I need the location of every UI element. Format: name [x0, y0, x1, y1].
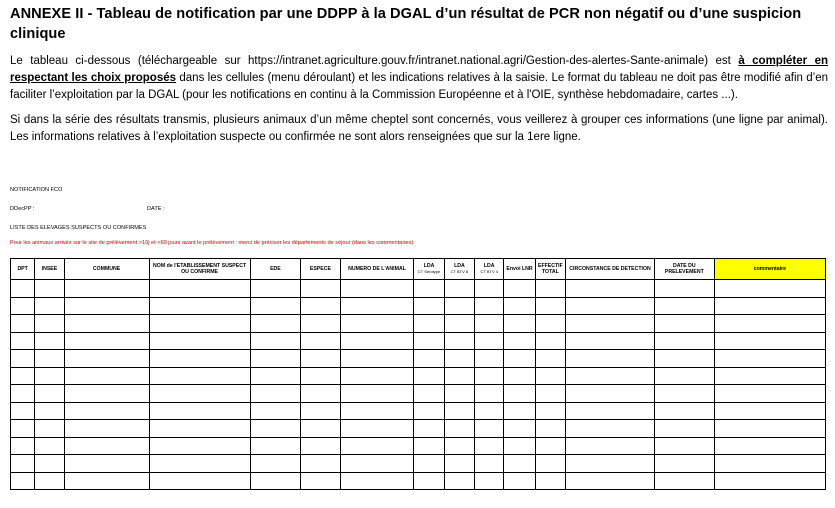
table-cell[interactable] [340, 350, 414, 368]
table-cell[interactable] [250, 385, 301, 403]
table-cell[interactable] [714, 332, 825, 350]
table-cell[interactable] [504, 297, 535, 315]
col-lda-btv8-sub: CT BTV 8 [450, 269, 469, 274]
table-cell[interactable] [64, 385, 149, 403]
table-cell[interactable] [475, 402, 504, 420]
table-cell[interactable] [64, 315, 149, 333]
table-cell[interactable] [250, 280, 301, 298]
table-cell[interactable] [566, 437, 655, 455]
table-cell[interactable] [35, 315, 64, 333]
table-cell[interactable] [35, 280, 64, 298]
table-cell[interactable] [64, 350, 149, 368]
table-cell[interactable] [444, 367, 474, 385]
table-cell[interactable] [655, 315, 715, 333]
table-cell[interactable] [535, 350, 565, 368]
table-cell[interactable] [714, 350, 825, 368]
table-cell[interactable] [11, 472, 35, 490]
table-cell[interactable] [149, 297, 250, 315]
table-cell[interactable] [35, 472, 64, 490]
table-cell[interactable] [250, 437, 301, 455]
table-cell[interactable] [714, 315, 825, 333]
col-lda-btv8-label: LDA [454, 263, 465, 269]
table-cell[interactable] [64, 437, 149, 455]
table-cell[interactable] [64, 402, 149, 420]
col-effectif-total: EFFECTIF TOTAL [535, 259, 565, 280]
table-cell[interactable] [535, 402, 565, 420]
table-cell[interactable] [250, 367, 301, 385]
table-cell[interactable] [475, 367, 504, 385]
table-row [11, 472, 826, 490]
table-cell[interactable] [535, 472, 565, 490]
table-cell[interactable] [504, 315, 535, 333]
table-cell[interactable] [444, 402, 474, 420]
table-cell[interactable] [535, 367, 565, 385]
col-lda-btv8 [444, 259, 474, 280]
table-cell[interactable] [655, 455, 715, 473]
table-cell[interactable] [11, 297, 35, 315]
table-cell[interactable] [655, 402, 715, 420]
table-cell[interactable] [475, 332, 504, 350]
table-cell[interactable] [655, 297, 715, 315]
table-cell[interactable] [149, 350, 250, 368]
table-cell[interactable] [566, 472, 655, 490]
table-cell[interactable] [566, 280, 655, 298]
table-cell[interactable] [301, 367, 340, 385]
table-cell[interactable] [444, 437, 474, 455]
table-cell[interactable] [414, 455, 444, 473]
table-cell[interactable] [414, 437, 444, 455]
table-cell[interactable] [149, 420, 250, 438]
notification-table [10, 258, 826, 490]
table-cell[interactable] [250, 297, 301, 315]
table-cell[interactable] [655, 420, 715, 438]
table-cell[interactable] [504, 472, 535, 490]
table-row [11, 420, 826, 438]
table-cell[interactable] [475, 350, 504, 368]
table-cell[interactable] [535, 297, 565, 315]
table-cell[interactable] [64, 420, 149, 438]
table-cell[interactable] [35, 402, 64, 420]
table-cell[interactable] [301, 455, 340, 473]
table-cell[interactable] [714, 367, 825, 385]
intro-text-start: Le tableau ci-dessous (téléchargeable sur https://intranet.agriculture.gouv.fr/intranet.national.agri/Gestion-des-alertes-Sante-animale) est [10, 55, 739, 67]
table-cell[interactable] [444, 472, 474, 490]
col-ede: EDE [250, 259, 301, 280]
table-cell[interactable] [444, 350, 474, 368]
col-lda-serotype-sub: CT Sérotype [417, 269, 441, 274]
col-dpt: DPT [11, 259, 35, 280]
table-cell[interactable] [64, 455, 149, 473]
ddecpp-label: DDecPP : [10, 206, 35, 212]
table-cell[interactable] [414, 297, 444, 315]
table-cell[interactable] [64, 280, 149, 298]
table-cell[interactable] [414, 280, 444, 298]
table-cell[interactable] [35, 385, 64, 403]
table-cell[interactable] [566, 297, 655, 315]
document-title: ANNEXE II - Tableau de notification par une DDPP à la DGAL d’un résultat de PCR non négatif ou d’une suspicion clinique [10, 6, 802, 42]
table-body [11, 280, 826, 490]
table-cell[interactable] [11, 350, 35, 368]
table-cell[interactable] [340, 402, 414, 420]
table-cell[interactable] [340, 297, 414, 315]
table-cell[interactable] [250, 350, 301, 368]
table-cell[interactable] [504, 402, 535, 420]
table-row [11, 402, 826, 420]
table-cell[interactable] [566, 455, 655, 473]
table-cell[interactable] [714, 472, 825, 490]
table-cell[interactable] [11, 437, 35, 455]
table-cell[interactable] [535, 437, 565, 455]
table-cell[interactable] [444, 297, 474, 315]
table-cell[interactable] [149, 385, 250, 403]
table-cell[interactable] [35, 455, 64, 473]
table-cell[interactable] [149, 472, 250, 490]
table-cell[interactable] [250, 402, 301, 420]
table-cell[interactable] [301, 297, 340, 315]
table-row [11, 385, 826, 403]
document-page [10, 0, 829, 275]
table-cell[interactable] [566, 367, 655, 385]
table-cell[interactable] [504, 455, 535, 473]
notification-label: NOTIFICATION FCO [10, 187, 63, 193]
table-cell[interactable] [504, 420, 535, 438]
table-cell[interactable] [35, 332, 64, 350]
intro-text-end: dans les cellules (menu déroulant) et les indications relatives à la saisie. Le format du tableau ne doit pas être modifié afin d’en faciliter l’exploitation par la DGAL (pour les notifications en continu à la Commission Européenne et à l'OIE, synthèse hebdomadaire, cartes ...). [10, 72, 828, 101]
table-cell[interactable] [475, 420, 504, 438]
table-cell[interactable] [35, 367, 64, 385]
table-row [11, 455, 826, 473]
table-cell[interactable] [64, 297, 149, 315]
table-cell[interactable] [11, 455, 35, 473]
table-cell[interactable] [566, 402, 655, 420]
table-cell[interactable] [250, 420, 301, 438]
table-cell[interactable] [655, 332, 715, 350]
col-numero-animal: NUMERO DE L'ANIMAL [340, 259, 414, 280]
col-commentaire: commentaire [714, 259, 825, 280]
table-cell[interactable] [444, 280, 474, 298]
table-cell[interactable] [475, 437, 504, 455]
table-cell[interactable] [535, 315, 565, 333]
table-cell[interactable] [535, 280, 565, 298]
table-cell[interactable] [250, 315, 301, 333]
table-cell[interactable] [714, 385, 825, 403]
table-cell[interactable] [475, 297, 504, 315]
col-date-prelevement: DATE DU PRELEVEMENT [655, 259, 715, 280]
table-cell[interactable] [64, 367, 149, 385]
table-row [11, 315, 826, 333]
table-cell[interactable] [340, 332, 414, 350]
col-commune: COMMUNE [64, 259, 149, 280]
table-cell[interactable] [714, 455, 825, 473]
table-cell[interactable] [566, 332, 655, 350]
table-cell[interactable] [655, 472, 715, 490]
table-cell[interactable] [566, 315, 655, 333]
list-title: LISTE DES ELEVAGES SUSPECTS OU CONFIRMES [10, 225, 147, 231]
table-cell[interactable] [301, 472, 340, 490]
table-cell[interactable] [714, 402, 825, 420]
table-cell[interactable] [655, 350, 715, 368]
table-cell[interactable] [535, 332, 565, 350]
table-cell[interactable] [11, 367, 35, 385]
table-cell[interactable] [655, 280, 715, 298]
table-cell[interactable] [11, 420, 35, 438]
col-etablissement: NOM de l'ETABLISSEMENT SUSPECT OU CONFIRME [149, 259, 250, 280]
table-cell[interactable] [414, 472, 444, 490]
table-cell[interactable] [11, 385, 35, 403]
table-cell[interactable] [475, 315, 504, 333]
table-cell[interactable] [504, 332, 535, 350]
table-cell[interactable] [35, 437, 64, 455]
table-cell[interactable] [444, 420, 474, 438]
table-cell[interactable] [149, 332, 250, 350]
table-cell[interactable] [340, 315, 414, 333]
table-cell[interactable] [149, 402, 250, 420]
table-cell[interactable] [504, 367, 535, 385]
note-red: Pour les animaux arrivés sur le site de prélèvement >10j et <60 jours avant le prélèvement : merci de préciser les départements de séjour (dans les commentaires) [10, 240, 414, 246]
table-cell[interactable] [714, 437, 825, 455]
table-cell[interactable] [340, 280, 414, 298]
table-cell[interactable] [414, 315, 444, 333]
table-cell[interactable] [301, 315, 340, 333]
table-cell[interactable] [149, 437, 250, 455]
table-cell[interactable] [149, 455, 250, 473]
table-cell[interactable] [535, 420, 565, 438]
table-cell[interactable] [340, 420, 414, 438]
table-cell[interactable] [414, 350, 444, 368]
table-cell[interactable] [250, 332, 301, 350]
table-cell[interactable] [301, 402, 340, 420]
table-cell[interactable] [301, 385, 340, 403]
col-lda-btv4 [475, 259, 504, 280]
table-cell[interactable] [414, 367, 444, 385]
table-cell[interactable] [414, 385, 444, 403]
table-cell[interactable] [535, 385, 565, 403]
table-cell[interactable] [340, 385, 414, 403]
table-cell[interactable] [444, 332, 474, 350]
table-cell[interactable] [504, 385, 535, 403]
table-cell[interactable] [414, 402, 444, 420]
table-cell[interactable] [149, 315, 250, 333]
col-lda-btv4-sub: CT BTV 4 [480, 269, 498, 274]
table-row [11, 332, 826, 350]
table-cell[interactable] [301, 437, 340, 455]
table-cell[interactable] [149, 280, 250, 298]
col-espece: ESPECE [301, 259, 340, 280]
table-cell[interactable] [444, 455, 474, 473]
col-insee: INSEE [35, 259, 64, 280]
table-cell[interactable] [340, 437, 414, 455]
intro-emphasis: à compléter en respectant les choix proposés [10, 55, 829, 84]
table-cell[interactable] [340, 367, 414, 385]
table-cell[interactable] [35, 297, 64, 315]
col-lda-serotype-label: LDA [423, 263, 435, 269]
table-cell[interactable] [149, 367, 250, 385]
table-cell[interactable] [250, 472, 301, 490]
table-cell[interactable] [444, 385, 474, 403]
table-cell[interactable] [655, 385, 715, 403]
table-cell[interactable] [504, 280, 535, 298]
table-cell[interactable] [566, 385, 655, 403]
table-cell[interactable] [714, 420, 825, 438]
table-cell[interactable] [655, 367, 715, 385]
table-cell[interactable] [301, 280, 340, 298]
table-cell[interactable] [566, 420, 655, 438]
table-header-row [11, 259, 826, 280]
col-envoi-lnr: Envoi LNR [504, 259, 535, 280]
table-cell[interactable] [35, 350, 64, 368]
table-cell[interactable] [301, 332, 340, 350]
table-row [11, 297, 826, 315]
table-cell[interactable] [535, 455, 565, 473]
table-cell[interactable] [475, 472, 504, 490]
table-cell[interactable] [475, 385, 504, 403]
date-label: DATE : [147, 206, 165, 212]
table-row [11, 437, 826, 455]
table-cell[interactable] [504, 350, 535, 368]
table-cell[interactable] [414, 332, 444, 350]
table-cell[interactable] [475, 280, 504, 298]
table-cell[interactable] [566, 350, 655, 368]
table-cell[interactable] [714, 297, 825, 315]
table-cell[interactable] [11, 332, 35, 350]
table-cell[interactable] [301, 420, 340, 438]
col-lda-btv4-label: LDA [483, 263, 495, 269]
table-cell[interactable] [64, 332, 149, 350]
table-cell[interactable] [655, 437, 715, 455]
table-cell[interactable] [250, 455, 301, 473]
table-cell[interactable] [414, 420, 444, 438]
table-row [11, 280, 826, 298]
table-cell[interactable] [11, 402, 35, 420]
table-cell[interactable] [11, 315, 35, 333]
intro-paragraph [10, 53, 828, 104]
col-lda-serotype [414, 259, 444, 280]
grouping-paragraph: Si dans la série des résultats transmis, plusieurs animaux d’un même cheptel sont concernés, vous veillerez à grouper ces informations (une ligne par animal). Les informations relatives à l’exploitation suspecte ou confirmée ne sont alors renseignées que sur la 1ere ligne. [10, 114, 828, 143]
table-cell[interactable] [714, 280, 825, 298]
table-cell[interactable] [301, 350, 340, 368]
table-row [11, 350, 826, 368]
table-cell[interactable] [11, 280, 35, 298]
table-cell[interactable] [504, 437, 535, 455]
col-circonstance: CIRCONSTANCE DE DETECTION [566, 259, 655, 280]
table-cell[interactable] [35, 420, 64, 438]
table-cell[interactable] [64, 472, 149, 490]
table-cell[interactable] [475, 455, 504, 473]
table-cell[interactable] [444, 315, 474, 333]
table-row [11, 367, 826, 385]
table-cell[interactable] [340, 472, 414, 490]
table-cell[interactable] [340, 455, 414, 473]
